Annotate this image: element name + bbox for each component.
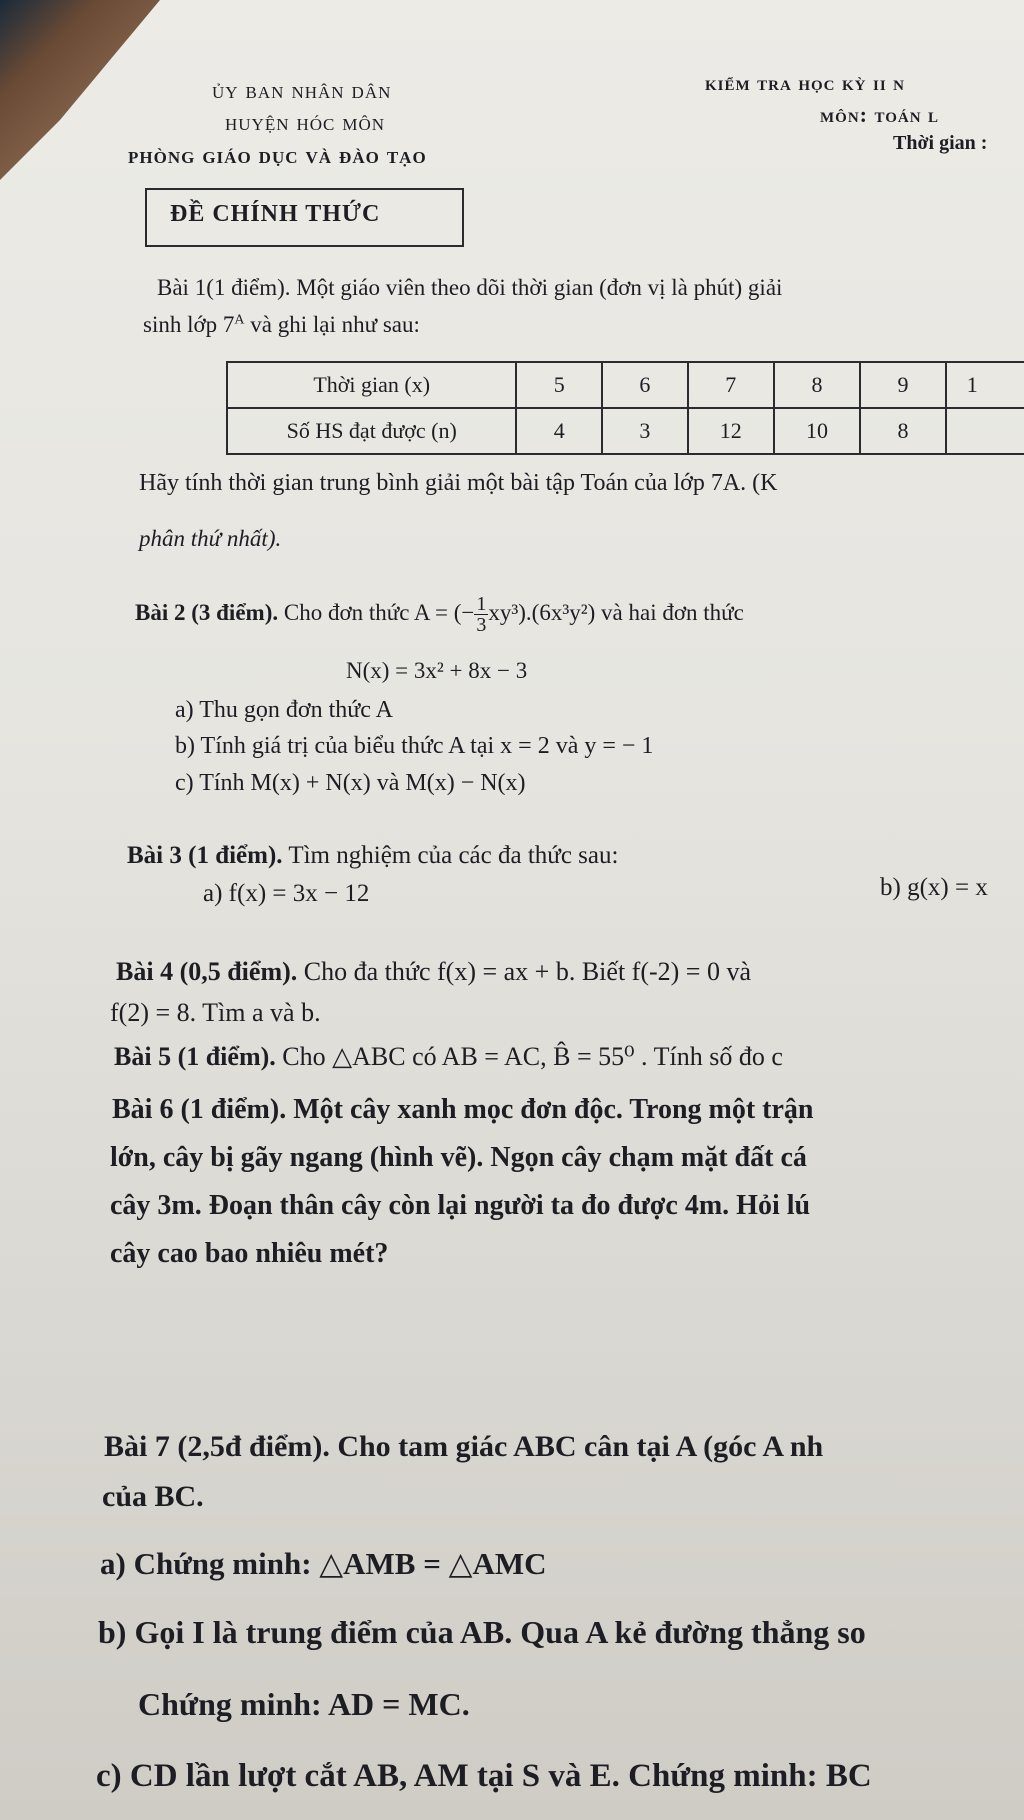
header-right-line2: môn: toán l	[820, 102, 940, 127]
header-left-line2: huyện hóc môn	[225, 110, 386, 136]
header-right-line3: Thời gian :	[893, 132, 988, 154]
bai2-c: c) Tính M(x) + N(x) và M(x) − N(x)	[175, 770, 526, 796]
bai2-a: a) Thu gọn đơn thức A	[175, 697, 393, 723]
bai2-b: b) Tính giá trị của biểu thức A tại x = 2 và y = − 1	[175, 733, 654, 759]
table-cell: 1	[946, 362, 1024, 408]
bai5-title: Bài 5 (1 điểm).	[114, 1042, 276, 1071]
bai6-line4: cây cao bao nhiêu mét?	[110, 1238, 389, 1269]
bai3-title: Bài 3 (1 điểm).	[127, 842, 283, 869]
bai2-line1	[135, 594, 744, 635]
bai1-line1	[157, 275, 782, 301]
bai6-line2: lớn, cây bị gãy ngang (hình vẽ). Ngọn cây chạm mặt đất cá	[110, 1142, 807, 1173]
fraction-denominator: 3	[476, 614, 487, 636]
frequency-table	[226, 361, 1024, 455]
table-cell: 9	[860, 362, 946, 408]
official-label: ĐỀ CHÍNH THỨC	[170, 201, 381, 227]
table-cell: 6	[602, 362, 688, 408]
table-cell: 10	[774, 408, 860, 454]
header-left-line1: ủy ban nhân dân	[212, 78, 392, 104]
table-cell: 4	[516, 408, 602, 454]
table-cell: 7	[688, 362, 774, 408]
bai3-text: Tìm nghiệm của các đa thức sau:	[282, 842, 619, 869]
bai3-a: a) f(x) = 3x − 12	[203, 880, 370, 907]
table-cell: 12	[688, 408, 774, 454]
header-left-line3: phòng giáo dục và đào tạo	[128, 143, 427, 169]
bai3-b: b) g(x) = x	[880, 874, 988, 901]
bai4-text1: Cho đa thức f(x) = ax + b. Biết f(-2) = 0 và	[297, 957, 752, 986]
bai2-title: Bài 2 (3 điểm).	[135, 599, 279, 625]
bai5-line1	[114, 1042, 783, 1072]
bai1-text2: sinh lớp 7	[143, 312, 235, 337]
table-cell: 8	[860, 408, 946, 454]
bai1-line2	[143, 312, 420, 338]
bai4-line2: f(2) = 8. Tìm a và b.	[110, 998, 321, 1027]
header-right-line1: kiểm tra học kỳ ii n	[705, 70, 906, 95]
bai7-b: b) Gọi I là trung điểm của AB. Qua A kẻ đường thẳng so	[98, 1614, 866, 1650]
table-cell: 8	[774, 362, 860, 408]
bai1-line4: phân thứ nhất).	[139, 526, 282, 551]
bai7-b2: Chứng minh: AD = MC.	[138, 1686, 470, 1722]
table-cell: Số HS đạt được (n)	[227, 408, 516, 454]
bai7-a: a) Chứng minh: △AMB = △AMC	[100, 1546, 547, 1581]
table-cell: 3	[602, 408, 688, 454]
bai2-text: Cho đơn thức A = (−	[278, 599, 475, 625]
bai6-line1: Bài 6 (1 điểm). Một cây xanh mọc đơn độc. Trong một trận	[112, 1094, 814, 1125]
bai4-line1	[116, 957, 751, 987]
bai7-line2: của BC.	[102, 1480, 204, 1513]
table-row-time	[227, 362, 1024, 408]
table-cell: Thời gian (x)	[227, 362, 516, 408]
bai1-title: Bài 1(1 điểm).	[157, 275, 291, 300]
fraction-numerator: 1	[476, 593, 487, 615]
bai7-line1: Bài 7 (2,5đ điểm). Cho tam giác ABC cân tại A (góc A nh	[104, 1430, 824, 1463]
bai5-text: Cho △ABC có AB = AC, B̂ = 55⁰ . Tính số đo c	[275, 1042, 783, 1071]
table-row-count	[227, 408, 1024, 454]
table-cell: 5	[516, 362, 602, 408]
bai1-text2-rest: và ghi lại như sau:	[244, 312, 420, 337]
bai3-line1	[127, 842, 618, 870]
table-cell	[946, 408, 1024, 454]
bai2-nx: N(x) = 3x² + 8x − 3	[346, 658, 528, 683]
bai2-text-mid: xy³).(6x³y²)	[488, 599, 596, 625]
bai1-text1: Một giáo viên theo dõi thời gian (đơn vị là phút) giải	[290, 275, 783, 300]
bai6-line3: cây 3m. Đoạn thân cây còn lại người ta đo được 4m. Hỏi lú	[110, 1190, 811, 1221]
fraction	[474, 594, 488, 635]
bai1-text2-sup: A	[234, 312, 245, 328]
bai1-line3: Hãy tính thời gian trung bình giải một bài tập Toán của lớp 7A. (K	[139, 470, 778, 496]
bai2-text-end: và hai đơn thức	[595, 599, 744, 625]
bai7-c: c) CD lần lượt cắt AB, AM tại S và E. Chứng minh: BC	[96, 1758, 872, 1794]
bai4-title: Bài 4 (0,5 điểm).	[116, 957, 298, 986]
